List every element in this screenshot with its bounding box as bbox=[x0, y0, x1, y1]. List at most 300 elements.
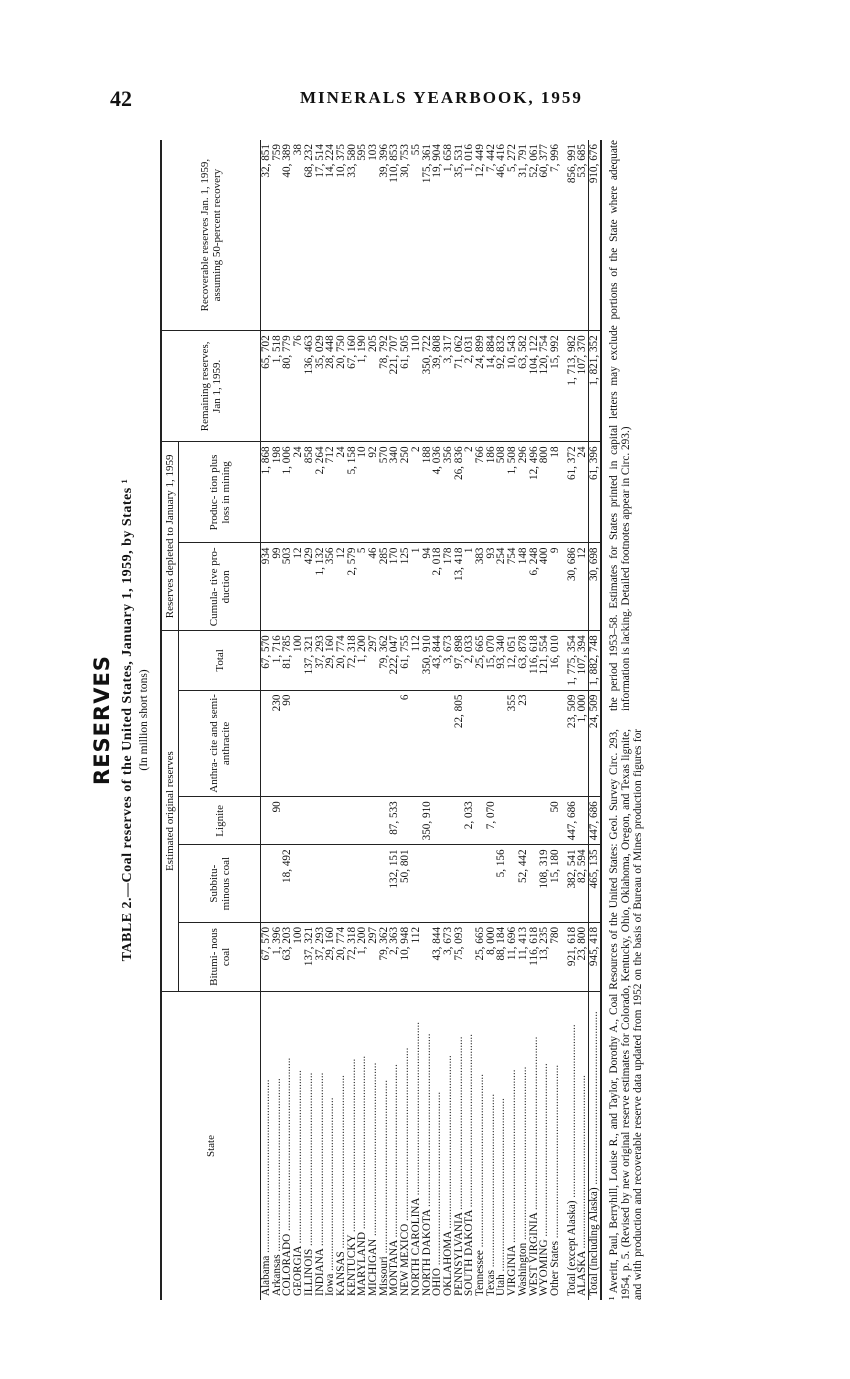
cell-value bbox=[357, 845, 368, 923]
cell-value: 178 bbox=[443, 543, 454, 631]
cell-value: 780 bbox=[550, 922, 561, 991]
state-name: OKLAHOMA .............................................................. bbox=[441, 1055, 454, 1296]
cell-value bbox=[475, 690, 486, 797]
cell-value: 68, 232 bbox=[304, 140, 315, 331]
cell-value: 15, 180 bbox=[550, 845, 561, 923]
cell-value: 65, 702 bbox=[261, 331, 272, 442]
cell-value: 33, 580 bbox=[347, 140, 358, 331]
cell-value: 465, 135 bbox=[589, 845, 601, 923]
cell-value: 1, 882, 748 bbox=[589, 631, 601, 690]
cell-value: 186 bbox=[486, 442, 497, 543]
cell-value: 1, 508 bbox=[507, 442, 518, 543]
cell-value bbox=[347, 797, 358, 845]
cell-value: 5 bbox=[357, 543, 368, 631]
cell-value bbox=[336, 845, 347, 923]
header-estimated-original: Estimated original reserves bbox=[161, 631, 179, 992]
cell-value: 1, 006 bbox=[282, 442, 293, 543]
header-cumulative: Cumula- tive pro- duction bbox=[179, 543, 261, 631]
cell-value: 355 bbox=[507, 690, 518, 797]
cell-value bbox=[315, 690, 326, 797]
state-name: Utah .............................................................. bbox=[495, 1098, 508, 1296]
cell-value: 198 bbox=[272, 442, 283, 543]
cell-value: 23, 800 bbox=[577, 922, 588, 991]
table-title: TABLE 2.—Coal reserves of the United States, January 1, 1959, by States ¹ bbox=[120, 478, 135, 962]
cell-value bbox=[411, 797, 422, 845]
cell-value: 100 bbox=[293, 922, 304, 991]
state-name: MICHIGAN .............................................................. bbox=[367, 1062, 380, 1296]
section-title: RESERVES bbox=[90, 655, 114, 785]
cell-value: 43, 844 bbox=[432, 631, 443, 690]
cell-value bbox=[432, 797, 443, 845]
cell-value: 29, 160 bbox=[325, 631, 336, 690]
cell-value: 13, 235 bbox=[539, 922, 550, 991]
cell-value: 254 bbox=[496, 543, 507, 631]
state-name: Total (including Alaska) .............................................................. bbox=[589, 992, 601, 1301]
cell-value bbox=[282, 797, 293, 845]
state-name: Total (except Alaska) .............................................................. bbox=[565, 1024, 578, 1296]
cell-value bbox=[529, 690, 540, 797]
cell-value: 52, 442 bbox=[518, 845, 529, 923]
cell-value: 110, 853 bbox=[389, 140, 400, 331]
cell-value: 350, 910 bbox=[422, 631, 433, 690]
cell-value: 12, 496 bbox=[529, 442, 540, 543]
cell-value: 400 bbox=[539, 543, 550, 631]
cell-value: 595 bbox=[357, 140, 368, 331]
cell-value: 1, 821, 352 bbox=[589, 331, 601, 442]
cell-value: 4, 036 bbox=[432, 442, 443, 543]
cell-value: 61, 396 bbox=[589, 442, 601, 543]
rotated-table-block bbox=[90, 140, 790, 1300]
state-name: KANSAS .............................................................. bbox=[334, 1075, 347, 1296]
cell-value: 356 bbox=[325, 543, 336, 631]
state-name: SOUTH DAKOTA .............................................................. bbox=[463, 1033, 476, 1296]
cell-value: 97, 898 bbox=[454, 631, 465, 690]
cell-value: 90 bbox=[282, 690, 293, 797]
table-row bbox=[577, 140, 588, 1300]
cell-value: 2, 579 bbox=[347, 543, 358, 631]
cell-value: 2, 264 bbox=[315, 442, 326, 543]
cell-value: 31, 791 bbox=[518, 140, 529, 331]
header-bituminous: Bitumi- nous coal bbox=[179, 922, 261, 991]
cell-value: 170 bbox=[389, 543, 400, 631]
cell-value: 8, 000 bbox=[486, 922, 497, 991]
cell-value: 55 bbox=[411, 140, 422, 331]
cell-value: 61, 372 bbox=[567, 442, 578, 543]
cell-value: 7, 996 bbox=[550, 140, 561, 331]
cell-value: 79, 362 bbox=[379, 922, 390, 991]
header-depleted: Reserves depleted to January 1, 1959 bbox=[161, 442, 179, 631]
state-name: NORTH DAKOTA .............................................................. bbox=[420, 1033, 433, 1296]
cell-value: 356 bbox=[443, 442, 454, 543]
cell-value: 121, 554 bbox=[539, 631, 550, 690]
cell-value: 11, 413 bbox=[518, 922, 529, 991]
cell-value: 82, 594 bbox=[577, 845, 588, 923]
cell-value bbox=[422, 845, 433, 923]
cell-value: 20, 774 bbox=[336, 922, 347, 991]
coal-reserves-table bbox=[160, 140, 602, 1300]
cell-value: 3, 673 bbox=[443, 631, 454, 690]
header-production-loss: Produc- tion plus loss in mining bbox=[179, 442, 261, 543]
cell-value bbox=[368, 797, 379, 845]
cell-value: 503 bbox=[282, 543, 293, 631]
cell-value: 107, 370 bbox=[577, 331, 588, 442]
cell-value: 15, 992 bbox=[550, 331, 561, 442]
cell-value: 72, 318 bbox=[347, 631, 358, 690]
running-head: MINERALS YEARBOOK, 1959 bbox=[300, 88, 583, 107]
state-name: ALASKA .............................................................. bbox=[576, 1075, 589, 1296]
cell-value: 2 bbox=[411, 442, 422, 543]
cell-value: 137, 321 bbox=[304, 631, 315, 690]
cell-value bbox=[357, 797, 368, 845]
cell-value: 93, 340 bbox=[496, 631, 507, 690]
cell-value bbox=[577, 797, 588, 845]
cell-value bbox=[486, 690, 497, 797]
cell-value: 175, 361 bbox=[422, 140, 433, 331]
state-name: PENNSYLVANIA .............................................................. bbox=[452, 1036, 465, 1296]
cell-value: 19, 904 bbox=[432, 140, 443, 331]
header-remaining: Remaining reserves, Jan 1, 1959. bbox=[161, 331, 261, 442]
cell-value bbox=[475, 845, 486, 923]
cell-value: 71, 062 bbox=[454, 331, 465, 442]
cell-value bbox=[315, 845, 326, 923]
cell-value: 29, 160 bbox=[325, 922, 336, 991]
cell-value: 296 bbox=[518, 442, 529, 543]
cell-value: 340 bbox=[389, 442, 400, 543]
cell-value: 14, 224 bbox=[325, 140, 336, 331]
state-name: Missouri .............................................................. bbox=[377, 1080, 390, 1296]
cell-value: 67, 570 bbox=[261, 922, 272, 991]
cell-value: 800 bbox=[539, 442, 550, 543]
cell-value bbox=[293, 845, 304, 923]
cell-value: 12, 449 bbox=[475, 140, 486, 331]
cell-value: 53, 685 bbox=[577, 140, 588, 331]
cell-value bbox=[464, 845, 475, 923]
cell-value: 39, 396 bbox=[379, 140, 390, 331]
cell-value: 52, 061 bbox=[529, 140, 540, 331]
cell-value: 508 bbox=[496, 442, 507, 543]
cell-value: 230 bbox=[272, 690, 283, 797]
cell-value: 30, 698 bbox=[589, 543, 601, 631]
cell-value bbox=[443, 845, 454, 923]
cell-value: 250 bbox=[400, 442, 411, 543]
cell-value: 15, 070 bbox=[486, 631, 497, 690]
cell-value bbox=[432, 845, 443, 923]
cell-value: 137, 321 bbox=[304, 922, 315, 991]
cell-value: 87, 533 bbox=[389, 797, 400, 845]
cell-value: 72, 318 bbox=[347, 922, 358, 991]
state-name: Other States .............................................................. bbox=[548, 1064, 561, 1296]
cell-value: 67, 160 bbox=[347, 331, 358, 442]
header-lignite: Lignite bbox=[179, 797, 261, 845]
cell-value: 2, 031 bbox=[464, 331, 475, 442]
cell-value: 205 bbox=[368, 331, 379, 442]
state-name: MARYLAND .............................................................. bbox=[356, 1055, 369, 1296]
cell-value: 61, 505 bbox=[400, 331, 411, 442]
state-name: KENTUCKY .............................................................. bbox=[345, 1058, 358, 1296]
state-name: NEW MEXICO .............................................................. bbox=[399, 1047, 412, 1296]
cell-value: 858 bbox=[304, 442, 315, 543]
cell-value: 447, 686 bbox=[567, 797, 578, 845]
cell-value: 12 bbox=[336, 543, 347, 631]
cell-value: 1 bbox=[411, 543, 422, 631]
cell-value bbox=[325, 845, 336, 923]
cell-value: 88, 184 bbox=[496, 922, 507, 991]
page-number: 42 bbox=[110, 86, 132, 111]
cell-value: 60, 377 bbox=[539, 140, 550, 331]
cell-value: 14, 884 bbox=[486, 331, 497, 442]
cell-value: 1, 868 bbox=[261, 442, 272, 543]
cell-value bbox=[347, 845, 358, 923]
state-name: WYOMING .............................................................. bbox=[538, 1063, 551, 1296]
cell-value: 30, 686 bbox=[567, 543, 578, 631]
cell-value: 7, 442 bbox=[486, 140, 497, 331]
cell-value: 81, 785 bbox=[282, 631, 293, 690]
cell-value: 92 bbox=[368, 442, 379, 543]
header-subbituminous: Subbitu- minous coal bbox=[179, 845, 261, 923]
cell-value bbox=[411, 845, 422, 923]
cell-value: 16, 010 bbox=[550, 631, 561, 690]
cell-value bbox=[336, 690, 347, 797]
cell-value: 10, 543 bbox=[507, 331, 518, 442]
cell-value: 382, 541 bbox=[567, 845, 578, 923]
cell-value: 934 bbox=[261, 543, 272, 631]
cell-value: 63, 582 bbox=[518, 331, 529, 442]
cell-value bbox=[304, 690, 315, 797]
cell-value: 5, 158 bbox=[347, 442, 358, 543]
cell-value: 108, 319 bbox=[539, 845, 550, 923]
state-name: Iowa .............................................................. bbox=[324, 1097, 337, 1296]
cell-value: 1, 713, 982 bbox=[567, 331, 578, 442]
cell-value: 67, 570 bbox=[261, 631, 272, 690]
cell-value: 1, 200 bbox=[357, 922, 368, 991]
cell-value: 120, 754 bbox=[539, 331, 550, 442]
cell-value: 1, 716 bbox=[272, 631, 283, 690]
cell-value: 148 bbox=[518, 543, 529, 631]
cell-value: 63, 203 bbox=[282, 922, 293, 991]
cell-value bbox=[422, 690, 433, 797]
cell-value bbox=[304, 797, 315, 845]
cell-value: 22, 805 bbox=[454, 690, 465, 797]
cell-value: 3, 317 bbox=[443, 331, 454, 442]
cell-value bbox=[368, 690, 379, 797]
cell-value: 103 bbox=[368, 140, 379, 331]
cell-value bbox=[411, 690, 422, 797]
cell-value: 50 bbox=[550, 797, 561, 845]
cell-value: 2, 363 bbox=[389, 922, 400, 991]
state-name: VIRGINIA .............................................................. bbox=[506, 1069, 519, 1296]
cell-value bbox=[550, 690, 561, 797]
cell-value: 9 bbox=[550, 543, 561, 631]
cell-value: 78, 792 bbox=[379, 331, 390, 442]
table-body bbox=[261, 140, 601, 1300]
cell-value: 80, 779 bbox=[282, 331, 293, 442]
cell-value: 24 bbox=[293, 442, 304, 543]
cell-value bbox=[347, 690, 358, 797]
cell-value bbox=[315, 797, 326, 845]
cell-value: 2, 033 bbox=[464, 797, 475, 845]
header-recoverable: Recoverable reserves Jan. 1, 1959, assuming 50-percent recovery bbox=[161, 140, 261, 331]
cell-value: 100 bbox=[293, 631, 304, 690]
cell-value bbox=[368, 845, 379, 923]
cell-value bbox=[507, 797, 518, 845]
cell-value: 46 bbox=[368, 543, 379, 631]
cell-value bbox=[539, 690, 550, 797]
cell-value bbox=[496, 797, 507, 845]
state-name: Arkansas .............................................................. bbox=[270, 1078, 283, 1296]
cell-value bbox=[454, 845, 465, 923]
cell-value bbox=[443, 797, 454, 845]
header-state: State bbox=[161, 992, 261, 1301]
cell-value: 6 bbox=[400, 690, 411, 797]
cell-value: 63, 878 bbox=[518, 631, 529, 690]
cell-value: 24, 509 bbox=[589, 690, 601, 797]
cell-value: 50, 801 bbox=[400, 845, 411, 923]
cell-value: 285 bbox=[379, 543, 390, 631]
cell-value: 23, 509 bbox=[567, 690, 578, 797]
cell-value: 429 bbox=[304, 543, 315, 631]
cell-value: 221, 707 bbox=[389, 331, 400, 442]
cell-value bbox=[261, 845, 272, 923]
cell-value: 759 bbox=[272, 140, 283, 331]
cell-value: 125 bbox=[400, 543, 411, 631]
cell-value: 112 bbox=[411, 631, 422, 690]
cell-value: 37, 293 bbox=[315, 631, 326, 690]
cell-value: 2, 033 bbox=[464, 631, 475, 690]
state-name: ILLINOIS .............................................................. bbox=[302, 1072, 315, 1296]
state-name: Alabama .............................................................. bbox=[260, 1079, 272, 1296]
cell-value bbox=[389, 690, 400, 797]
table-subtitle: (In million short tons) bbox=[138, 669, 150, 771]
cell-value: 28, 448 bbox=[325, 331, 336, 442]
cell-value: 23 bbox=[518, 690, 529, 797]
state-name: COLORADO .............................................................. bbox=[281, 1057, 294, 1296]
cell-value: 75, 093 bbox=[454, 922, 465, 991]
cell-value bbox=[464, 690, 475, 797]
cell-value bbox=[293, 797, 304, 845]
cell-value: 856, 991 bbox=[567, 140, 578, 331]
cell-value: 754 bbox=[507, 543, 518, 631]
cell-value: 32, 851 bbox=[261, 140, 272, 331]
cell-value: 136, 463 bbox=[304, 331, 315, 442]
cell-value: 46, 416 bbox=[496, 140, 507, 331]
cell-value: 11, 696 bbox=[507, 922, 518, 991]
state-name: Washington .............................................................. bbox=[516, 1066, 529, 1296]
cell-value: 92, 832 bbox=[496, 331, 507, 442]
cell-value: 76 bbox=[293, 331, 304, 442]
cell-value: 93 bbox=[486, 543, 497, 631]
cell-value: 222, 047 bbox=[389, 631, 400, 690]
cell-value: 43, 844 bbox=[432, 922, 443, 991]
cell-value: 6, 248 bbox=[529, 543, 540, 631]
cell-value: 35, 029 bbox=[315, 331, 326, 442]
cell-value: 18 bbox=[550, 442, 561, 543]
cell-value: 132, 151 bbox=[389, 845, 400, 923]
cell-value: 116, 618 bbox=[529, 922, 540, 991]
cell-value bbox=[336, 797, 347, 845]
cell-value: 1, 518 bbox=[272, 331, 283, 442]
cell-value: 18, 492 bbox=[282, 845, 293, 923]
cell-value: 188 bbox=[422, 442, 433, 543]
cell-value: 116, 618 bbox=[529, 631, 540, 690]
cell-value: 1 bbox=[464, 543, 475, 631]
cell-value bbox=[357, 690, 368, 797]
cell-value: 17, 514 bbox=[315, 140, 326, 331]
cell-value: 20, 774 bbox=[336, 631, 347, 690]
cell-value bbox=[518, 797, 529, 845]
cell-value bbox=[432, 690, 443, 797]
cell-value: 110 bbox=[411, 331, 422, 442]
cell-value: 297 bbox=[368, 922, 379, 991]
cell-value: 1, 396 bbox=[272, 922, 283, 991]
state-name: NORTH CAROLINA .............................................................. bbox=[409, 1021, 422, 1296]
cell-value: 766 bbox=[475, 442, 486, 543]
cell-value bbox=[304, 845, 315, 923]
cell-value: 350, 722 bbox=[422, 331, 433, 442]
cell-value: 1, 200 bbox=[357, 631, 368, 690]
cell-value: 24 bbox=[577, 442, 588, 543]
cell-value: 570 bbox=[379, 442, 390, 543]
cell-value bbox=[325, 690, 336, 797]
cell-value: 26, 836 bbox=[454, 442, 465, 543]
state-name: Tennessee .............................................................. bbox=[474, 1073, 487, 1296]
cell-value: 383 bbox=[475, 543, 486, 631]
state-name: Texas .............................................................. bbox=[484, 1093, 497, 1296]
cell-value: 1, 658 bbox=[443, 140, 454, 331]
cell-value: 25, 665 bbox=[475, 922, 486, 991]
state-name: GEORGIA .............................................................. bbox=[292, 1070, 305, 1296]
cell-value: 1, 132 bbox=[315, 543, 326, 631]
cell-value: 945, 418 bbox=[589, 922, 601, 991]
cell-value: 24 bbox=[336, 442, 347, 543]
header-total: Total bbox=[179, 631, 261, 690]
cell-value: 1, 190 bbox=[357, 331, 368, 442]
state-name: WEST VIRGINIA .............................................................. bbox=[527, 1036, 540, 1296]
cell-value: 61, 755 bbox=[400, 631, 411, 690]
cell-value: 12 bbox=[293, 543, 304, 631]
cell-value: 2 bbox=[464, 442, 475, 543]
cell-value: 1, 775, 354 bbox=[567, 631, 578, 690]
cell-value: 24, 899 bbox=[475, 331, 486, 442]
cell-value bbox=[529, 797, 540, 845]
cell-value: 107, 394 bbox=[577, 631, 588, 690]
cell-value: 112 bbox=[411, 922, 422, 991]
cell-value: 13, 418 bbox=[454, 543, 465, 631]
cell-value: 104, 122 bbox=[529, 331, 540, 442]
cell-value: 350, 910 bbox=[422, 797, 433, 845]
cell-value: 7, 070 bbox=[486, 797, 497, 845]
cell-value: 39, 808 bbox=[432, 331, 443, 442]
cell-value: 5, 272 bbox=[507, 140, 518, 331]
cell-value: 1, 016 bbox=[464, 140, 475, 331]
cell-value: 25, 665 bbox=[475, 631, 486, 690]
cell-value: 10 bbox=[357, 442, 368, 543]
cell-value: 1, 000 bbox=[577, 690, 588, 797]
table-row bbox=[589, 140, 601, 1300]
cell-value: 35, 531 bbox=[454, 140, 465, 331]
cell-value: 79, 362 bbox=[379, 631, 390, 690]
cell-value bbox=[293, 690, 304, 797]
state-name: OHIO .............................................................. bbox=[431, 1091, 444, 1296]
footnote: ¹ Averitt, Paul, Berryhill, Louise R., and Taylor, Dorothy A., Coal Resources of the United States: Geol. Survey Circ. 293, 1954, p. 5. (Revised by new original reserve estimates for Colorado, Kentucky, Ohio, Oklahoma, Oregon, and Texas lignite, and with production and recoverable reserve data updated from 1952 on the basis of Bureau of Mines production figures for the period 1953–58. Estimates for States printed in capital letters may exclude portions of the State where adequate information is lacking. Detailed footnotes appear in Circ. 293.) bbox=[607, 140, 645, 1300]
cell-value: 921, 618 bbox=[567, 922, 578, 991]
cell-value: 20, 750 bbox=[336, 331, 347, 442]
cell-value: 910, 676 bbox=[589, 140, 601, 331]
state-name: MONTANA .............................................................. bbox=[388, 1064, 401, 1296]
cell-value bbox=[325, 797, 336, 845]
cell-value bbox=[379, 690, 390, 797]
cell-value: 94 bbox=[422, 543, 433, 631]
cell-value: 40, 389 bbox=[282, 140, 293, 331]
